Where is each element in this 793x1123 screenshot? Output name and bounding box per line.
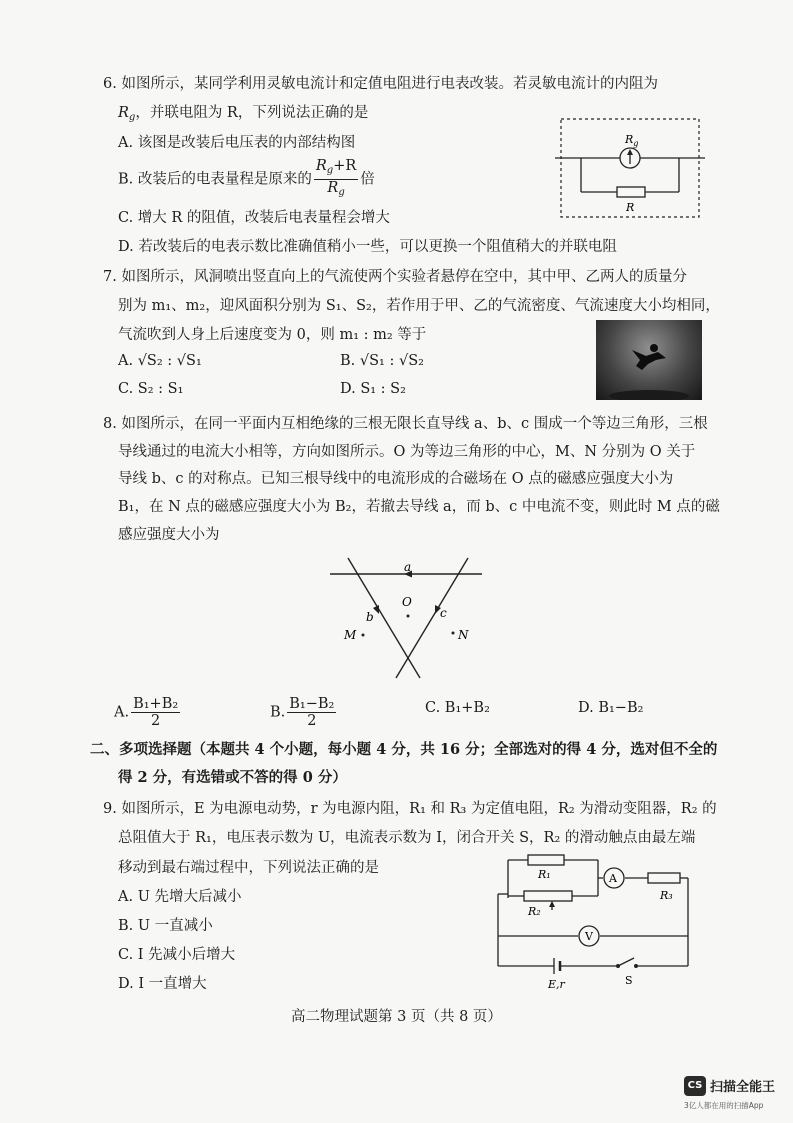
q8-option-c: C. B₁+B₂ — [425, 700, 490, 716]
q8-stem-line3: 导线 b、c 的对称点。已知三根导线中的电流形成的合磁场在 O 点的磁感应强度大小为 — [118, 471, 674, 487]
q9-fig-label-ammeter: A — [609, 872, 617, 885]
q8-stem-line5: 感应强度大小为 — [118, 527, 220, 543]
q6-fraction: $\frac{R_g+R}{R_g}$ — [315, 158, 357, 198]
q7-option-c: C. S₂ : S₁ — [118, 381, 184, 397]
resistor-r3 — [648, 873, 680, 883]
q8-option-d: D. B₁−B₂ — [578, 700, 644, 716]
scanner-watermark — [684, 1074, 788, 1112]
q7-option-b: B. √S₁ : √S₂ — [340, 353, 424, 369]
q8-wire-figure — [320, 552, 490, 682]
q7-stem-line2: 别为 m₁、m₂，迎风面积分别为 S₁、S₂，若作用于甲、乙的气流密度、气流速度大小均相同， — [118, 298, 720, 314]
switch-icon — [618, 958, 634, 966]
watermark-name: 扫描全能王 — [710, 1080, 776, 1095]
q8-stem-line1: 8. 如图所示，在同一平面内互相绝缘的三根无限长直导线 a、b、c 围成一个等边三角形，三根 — [103, 416, 708, 432]
camscanner-logo-icon: CS — [684, 1076, 706, 1096]
wire-c — [396, 558, 468, 678]
q6-circuit-figure — [555, 116, 705, 220]
q9-fig-label-s: S — [625, 974, 633, 987]
q9-circuit-figure — [488, 846, 698, 992]
q8-fig-label-a: a — [404, 560, 412, 574]
q7-option-d: D. S₁ : S₂ — [340, 381, 406, 397]
section2-heading-line1: 二、多项选择题（本题共 4 个小题，每小题 4 分，共 16 分；全部选对的得 4 分，选对但不全的 — [90, 741, 718, 758]
q8-fig-label-n: N — [458, 628, 469, 642]
q9-option-a: A. U 先增大后减小 — [118, 889, 242, 905]
q9-stem-line3: 移动到最右端过程中，下列说法正确的是 — [118, 860, 379, 876]
q8-stem-line2: 导线通过的电流大小相等，方向如图所示。O 为等边三角形的中心，M、N 分别为 O 关于 — [118, 444, 696, 460]
q7-option-a: A. √S₂ : √S₁ — [118, 353, 202, 369]
q6-option-a: A. 该图是改装后电压表的内部结构图 — [118, 135, 356, 151]
q6-fig-label-rg: $R_g$ — [625, 133, 639, 148]
rheostat-r2 — [524, 891, 572, 901]
point-o — [407, 615, 410, 618]
point-n — [452, 632, 455, 635]
q9-fig-label-r1: R₁ — [538, 868, 551, 881]
q9-fig-label-voltmeter: V — [585, 930, 593, 943]
point-m — [362, 634, 365, 637]
arrow-b-icon — [373, 605, 379, 614]
q9-fig-label-r2: R₂ — [528, 905, 541, 918]
q9-option-d: D. I 一直增大 — [118, 976, 207, 992]
q9-stem-line1: 9. 如图所示，E 为电源电动势，r 为电源内阻，R₁ 和 R₃ 为定值电阻，R₂ 为滑动变阻器，R₂ 的 — [103, 801, 717, 817]
q9-option-b: B. U 一直减小 — [118, 918, 213, 934]
q6-fig-label-r: R — [626, 201, 635, 214]
wind-tunnel-photo — [596, 320, 702, 400]
q8-fig-label-c: c — [440, 606, 447, 620]
q9-option-c: C. I 先减小后增大 — [118, 947, 236, 963]
q8-option-b: B. $\frac{\text{B₁−B₂}}{2}$ — [270, 696, 335, 729]
q6-option-d: D. 若改装后的电表示数比准确值稍小一些，可以更换一个阻值稍大的并联电阻 — [118, 239, 617, 255]
q6-option-b: B. 改装后的电表量程是原来的 $\frac{R_g+R}{R_g}$ 倍 — [118, 158, 375, 201]
q8-fig-label-o: O — [402, 595, 412, 609]
q8-fig-label-m: M — [344, 628, 357, 642]
q8-option-a: A. $\frac{\text{B₁+B₂}}{2}$ — [114, 696, 179, 729]
q9-fig-label-r3: R₃ — [660, 889, 673, 902]
watermark-subtitle: 3亿人都在用的扫描App — [684, 1101, 764, 1110]
resistor-r1 — [528, 855, 564, 865]
section2-heading-line2: 得 2 分，有选错或不答的得 0 分） — [118, 769, 347, 786]
q9-stem-line2: 总阻值大于 R₁，电压表示数为 U，电流表示数为 I，闭合开关 S，R₂ 的滑动触点由最左端 — [118, 830, 696, 846]
q7-stem-line1: 7. 如图所示，风洞喷出竖直向上的气流使两个实验者悬停在空中，其中甲、乙两人的质量分 — [103, 269, 687, 285]
resistor-r — [617, 187, 645, 197]
q6-option-c: C. 增大 R 的阻值，改装后电表量程会增大 — [118, 210, 390, 226]
q6-stem-line2: $R_g$，并联电阻为 R，下列说法正确的是 — [118, 105, 369, 123]
q8-fig-label-b: b — [366, 610, 374, 624]
page-footer: 高二物理试题第 3 页（共 8 页） — [291, 1009, 502, 1025]
q8-stem-line4: B₁，在 N 点的磁感应强度大小为 B₂，若撤去导线 a，而 b、c 中电流不变，则此时 M 点的磁 — [118, 499, 720, 515]
q6-stem-line1: 6. 如图所示，某同学利用灵敏电流计和定值电阻进行电表改装。若灵敏电流计的内阻为 — [103, 76, 658, 92]
q9-fig-label-er: E,r — [548, 978, 565, 991]
q7-stem-line3: 气流吹到人身上后速度变为 0，则 m₁ : m₂ 等于 — [118, 327, 427, 343]
